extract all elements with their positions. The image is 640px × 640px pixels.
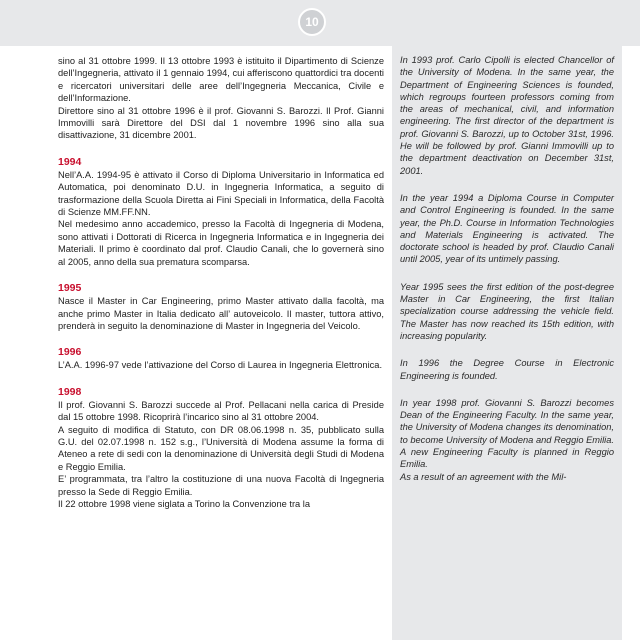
paragraph: Il 22 ottobre 1998 viene siglata a Torino la Convenzione tra la — [58, 498, 311, 509]
translation-paragraph: Year 1995 sees the first edition of the post-degree Master in Car Engineering, the first Italian specialization course addressing the vehicle field. The Master has now reached its 15th edition, with increasing popularity. — [400, 281, 614, 341]
paragraph: Nel medesimo anno accademico, presso la Facoltà di Ingegneria di Modena, sono attivati i Dottorati di Ricerca in Ingegneria Informatica e in Ingegneria dei Materiali. Il primo è coordinato dal prof. Claudio Canali, che lo governerà sino al 2005, anno della sua prematura scomparsa. — [58, 219, 384, 267]
year-heading: 1996 — [58, 346, 82, 359]
english-text-column — [392, 46, 622, 640]
paragraph: E’ programmata, tra l’altro la costituzione di una nuova Facoltà di Ingegneria presso la Sede di Reggio Emilia. — [58, 474, 384, 497]
translation-paragraph: In year 1998 prof. Giovanni S. Barozzi becomes Dean of the Engineering Faculty. In the same year, the University of Modena changes its denomination, to become University of Modena and Reggio Emilia. A new Engineering Faculty is planned in Reggio Emilia. — [400, 397, 614, 470]
paragraph: L’A.A. 1996-97 vede l’attivazione del Corso di Laurea in Ingegneria Elettronica. — [58, 360, 383, 371]
paragraph: sino al 31 ottobre 1999. Il 13 ottobre 1993 è istituito il Dipartimento di Scienze dell’Ingegneria, attivato il 1 gennaio 1994, cui afferiscono quattordici tra docenti e ricercatori universitari delle aree dell’Ingegneria Meccanica, Civile e dell’Informazione. — [58, 56, 384, 104]
paragraph: Direttore sino al 31 ottobre 1996 è il prof. Giovanni S. Barozzi. Il Prof. Gianni Immovilli sarà Direttore del DSI dal 1 novembre 1996 sino alla sua disattivazione, 31 dicembre 2001. — [58, 105, 384, 141]
header-band — [0, 0, 640, 46]
year-heading: 1998 — [58, 385, 82, 398]
translation-paragraph: In 1996 the Degree Course in Electronic Engineering is founded. — [400, 358, 614, 381]
year-heading: 1994 — [58, 155, 82, 168]
year-heading: 1995 — [58, 282, 82, 295]
translation-paragraph: In the year 1994 a Diploma Course in Computer and Control Engineering is founded. In the same year, the Ph.D. Course in Information Technologies and Materials Engineering is activated. The doctorate school is headed by prof. Claudio Canali until 2005, year of its untimely passing. — [400, 192, 614, 265]
paragraph: A seguito di modifica di Statuto, con DR 08.06.1998 n. 35, pubblicato sulla G.U. del 02.07.1998 n. 152 s.g., l’Università di Modena assume la forma di Ateneo a rete di sedi con la denominazione di Università degli Studi di Modena e Reggio Emilia. — [58, 424, 384, 472]
paragraph: Nasce il Master in Car Engineering, primo Master attivato dalla facoltà, ma anche primo Master in Italia dedicato all’ autoveicolo. Il master, tuttora attivo, prenderà in seguito la denominazione di Master in Ingegneria del Veicolo. — [58, 296, 384, 331]
translation-paragraph: As a result of an agreement with the Mil- — [400, 471, 567, 482]
paragraph: Nell’A.A. 1994-95 è attivato il Corso di Diploma Universitario in Informatica ed Automatica, poi denominato D.U. in Ingegneria Informatica, a seguito di trasformazione della Scuola Diretta ai Fini Speciali in Informatica, della Facoltà di Scienze MM.FF.NN. — [58, 169, 384, 218]
translation-paragraph: In 1993 prof. Carlo Cipolli is elected Chancellor of the University of Modena. In the same year, the Department of Engineering Sciences is founded, which regroups fourteen professors coming from the areas of mechanical, civil, and information engineering. The first director of the department is prof. Giovanni S. Barozzi, up to October 31st, 1996. He will be followed by prof. Gianni Immovilli up to the department deactivation on December 31st, 2001. — [400, 55, 614, 176]
paragraph: Il prof. Giovanni S. Barozzi succede al Prof. Pellacani nella carica di Preside dal 15 ottobre 1998. Ricoprirà l’incarico sino al 31 ottobre 2004. — [58, 399, 384, 423]
page-number-badge: 10 — [298, 8, 326, 36]
italian-text-column — [58, 55, 384, 510]
